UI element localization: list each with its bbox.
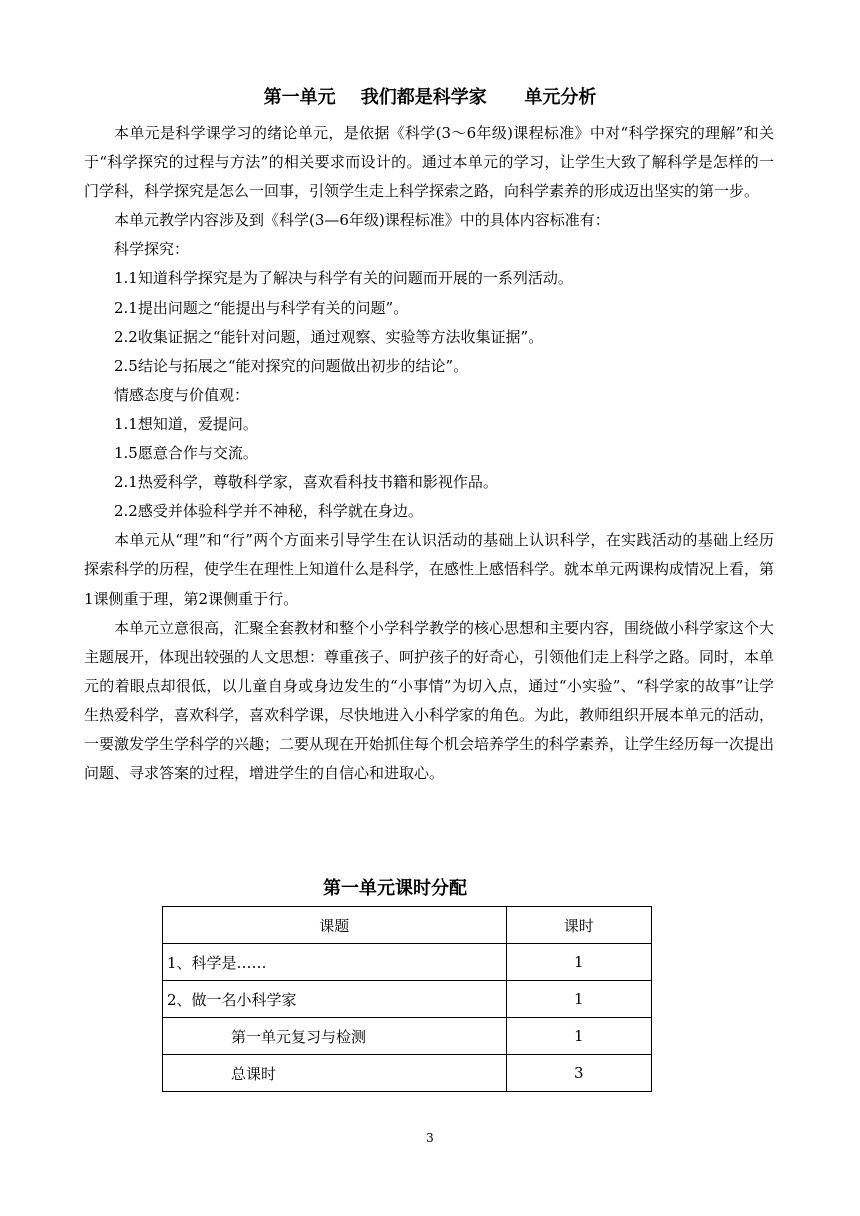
table-row	[163, 1055, 652, 1092]
paragraph: 1.1知道科学探究是为了解决与科学有关的问题而开展的一系列活动。	[114, 269, 573, 288]
row-hours: 1	[506, 944, 651, 981]
paragraph: 2.2感受并体验科学并不神秘，科学就在身边。	[114, 502, 423, 521]
header-hours: 课时	[506, 907, 651, 944]
analysis-body	[84, 119, 774, 788]
schedule-table	[162, 906, 652, 1092]
row-hours: 1	[506, 981, 651, 1018]
row-topic: 2、做一名小科学家	[163, 981, 507, 1018]
paragraph: 科学探究：	[114, 240, 190, 259]
paragraph: 本单元从“理”和“行”两个方面来引导学生在认识活动的基础上认识科学，在实践活动的基础上经历探索科学的历程，使学生在理性上知道什么是科学，在感性上感悟科学。就本单元两课构成情况上看，第1课侧重于理，第2课侧重于行。	[84, 531, 775, 608]
row-hours: 3	[506, 1055, 651, 1092]
unit-title-analysis: 单元分析	[524, 87, 597, 108]
row-topic: 1、科学是……	[163, 944, 507, 981]
paragraph: 2.2收集证据之“能针对问题，通过观察、实验等方法收集证据”。	[114, 327, 544, 346]
header-topic: 课题	[163, 907, 507, 944]
table-row	[163, 981, 652, 1018]
paragraph: 1.5愿意合作与交流。	[114, 444, 258, 463]
row-topic: 第一单元复习与检测	[163, 1018, 507, 1055]
table-row	[163, 1018, 652, 1055]
paragraph: 本单元立意很高，汇聚全套教材和整个小学科学教学的核心思想和主要内容，围绕做小科学家这个大主题展开，体现出较强的人文思想：尊重孩子、呵护孩子的好奇心，引领他们走上科学之路。同时，本单元的着眼点却很低，以儿童自身或身边发生的“小事情”为切入点，通过“小实验”、“科学家的故事”让学生热爱科学，喜欢科学，喜欢科学课，尽快地进入小科学家的角色。为此，教师组织开展本单元的活动，一要激发学生学科学的兴趣；二要从现在开始抓住每个机会培养学生的科学素养，让学生经历每一次提出问题、寻求答案的过程，增进学生的自信心和进取心。	[84, 618, 775, 783]
unit-title-name: 我们都是科学家	[360, 87, 487, 108]
paragraph: 本单元是科学课学习的绪论单元，是依据《科学(3～6年级)课程标准》中对“科学探究的理解”和关于“科学探究的过程与方法”的相关要求而设计的。通过本单元的学习，让学生大致了解科学是怎样的一门学科，科学探究是怎么一回事，引领学生走上科学探索之路，向科学素养的形成迈出坚实的第一步。	[84, 124, 774, 201]
paragraph: 2.1热爱科学，尊敬科学家，喜欢看科技书籍和影视作品。	[114, 473, 498, 492]
paragraph: 2.1提出问题之“能提出与科学有关的问题”。	[114, 298, 409, 317]
row-topic: 总课时	[163, 1055, 507, 1092]
unit-title-number: 第一单元	[263, 87, 336, 108]
table-row	[163, 944, 652, 981]
row-hours: 1	[506, 1018, 651, 1055]
paragraph: 本单元教学内容涉及到《科学(3—6年级)课程标准》中的具体内容标准有：	[114, 211, 610, 230]
unit-title	[0, 86, 860, 110]
schedule-title: 第一单元课时分配	[323, 878, 467, 899]
paragraph: 情感态度与价值观：	[114, 385, 250, 404]
table-header-row	[163, 907, 652, 944]
paragraph: 2.5结论与拓展之“能对探究的问题做出初步的结论”。	[114, 356, 469, 375]
paragraph: 1.1想知道，爱提问。	[114, 414, 258, 433]
page-number: 3	[426, 1131, 434, 1145]
